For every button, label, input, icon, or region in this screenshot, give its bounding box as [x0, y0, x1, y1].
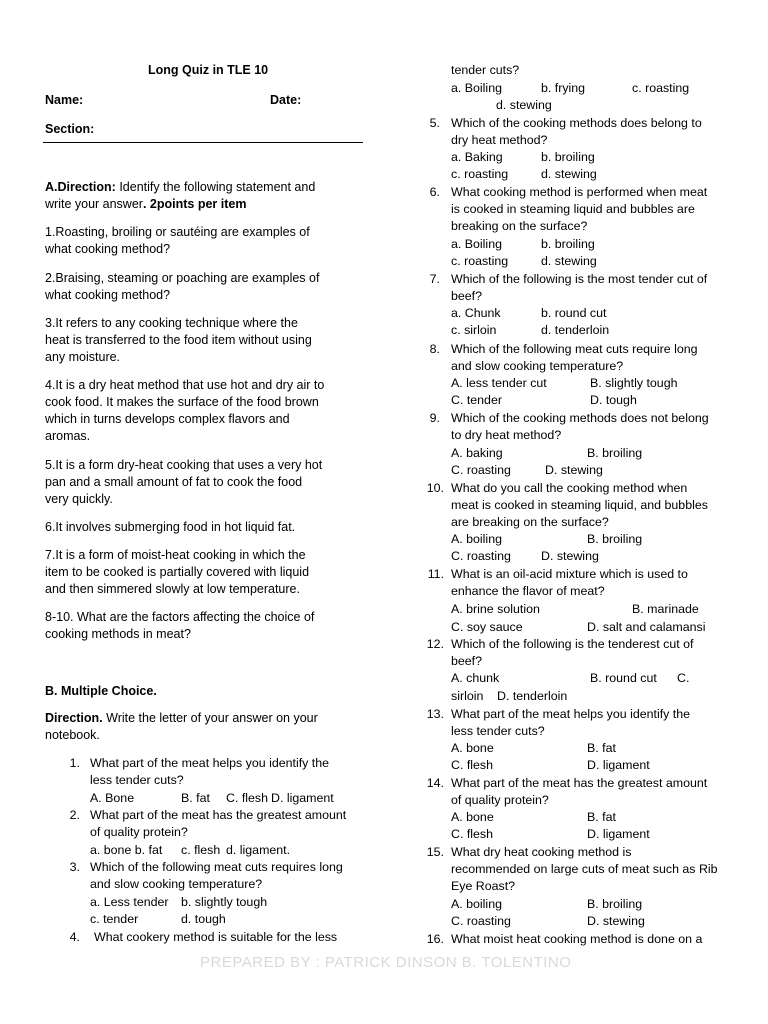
part-a-item-8-line: cooking methods in meat?	[45, 627, 191, 641]
choice: B. broiling	[587, 532, 643, 546]
part-b-direction-line-2: notebook.	[45, 728, 100, 742]
choice: D. tough	[590, 393, 637, 407]
choice: A. baking	[451, 446, 503, 460]
part-a-item-1-line: 1.Roasting, broiling or sautéing are examples of	[45, 225, 310, 239]
choice: A. bone	[451, 741, 494, 755]
part-a-item-5-line: pan and a small amount of fat to cook the food	[45, 475, 303, 489]
choice: A. chunk	[451, 671, 500, 685]
choice: C. roasting	[451, 549, 511, 563]
question-line: meat is cooked in steaming liquid, and bubbles	[451, 498, 708, 512]
question-line: What is an oil-acid mixture which is used to	[451, 567, 688, 581]
date-label: Date:	[270, 93, 302, 107]
question-line: Which of the following is the most tender cut of	[451, 272, 708, 286]
question-number: 6.	[429, 185, 440, 199]
question-line: dry heat method?	[451, 133, 548, 147]
choice: c. tender	[90, 912, 139, 926]
choice: C.	[677, 671, 690, 685]
footer-credit: PREPARED BY : PATRICK DINSON B. TOLENTINO	[200, 954, 572, 971]
question-line: beef?	[451, 289, 483, 303]
part-a-item-5-line: 5.It is a form dry-heat cooking that uses a very hot	[45, 458, 323, 472]
choice: c. roasting	[632, 81, 690, 95]
choice: b. broiling	[541, 237, 595, 251]
question-number: 12.	[426, 637, 444, 651]
question-line: Which of the following is the tenderest cut of	[451, 637, 694, 651]
question-line: What moist heat cooking method is done on a	[451, 932, 703, 946]
choice: D. tenderloin	[497, 689, 568, 703]
choice: B. round cut	[590, 671, 657, 685]
choice: a. Baking	[451, 150, 503, 164]
part-a-item-7-line: 7.It is a form of moist-heat cooking in which the	[45, 548, 306, 562]
question-number: 3.	[69, 860, 80, 874]
choice: c. roasting	[451, 167, 509, 181]
question-line: What do you call the cooking method when	[451, 481, 688, 495]
question-line: breaking on the surface?	[451, 219, 588, 233]
choice: b. round cut	[541, 306, 607, 320]
question-line: What part of the meat helps you identify the	[451, 707, 690, 721]
header-divider	[43, 142, 363, 143]
choice: C. roasting	[451, 463, 511, 477]
choice: c. roasting	[451, 254, 509, 268]
question-line: enhance the flavor of meat?	[451, 584, 605, 598]
question-number: 8.	[429, 342, 440, 356]
part-b-direction-line-1: Direction. Write the letter of your answer on your	[45, 711, 318, 725]
question-number: 2.	[69, 808, 80, 822]
question-line: less tender cuts?	[90, 773, 184, 787]
question-line: less tender cuts?	[451, 724, 545, 738]
question-line: Which of the following meat cuts requires long	[90, 860, 343, 874]
choice: B. fat	[587, 741, 616, 755]
choice: B. broiling	[587, 446, 643, 460]
choice: D. stewing	[541, 549, 599, 563]
question-number: 16.	[426, 932, 444, 946]
part-a-item-7-line: and then simmered slowly at low temperature.	[45, 582, 300, 596]
choice: d. tough	[181, 912, 226, 926]
choice: D. ligament	[587, 827, 650, 841]
question-line: What cooking method is performed when meat	[451, 185, 708, 199]
question-line: is cooked in steaming liquid and bubbles are	[451, 202, 695, 216]
choice: a. Boiling	[451, 81, 502, 95]
part-a-direction-line-2: write your answer. 2points per item	[45, 197, 247, 211]
question-line: Which of the cooking methods does belong to	[451, 116, 702, 130]
question-line: What part of the meat has the greatest amount	[90, 808, 347, 822]
choice: A. boiling	[451, 897, 502, 911]
part-a-item-5-line: very quickly.	[45, 492, 113, 506]
choice: B. fat	[181, 791, 210, 805]
choice: C. soy sauce	[451, 620, 523, 634]
choice: C. flesh	[451, 827, 494, 841]
part-a-item-8-line: 8-10. What are the factors affecting the choice of	[45, 610, 315, 624]
part-a-item-2-line: 2.Braising, steaming or poaching are examples of	[45, 271, 320, 285]
question-line: What dry heat cooking method is	[451, 845, 632, 859]
choice: d. stewing	[541, 254, 597, 268]
choice: C. flesh	[451, 758, 494, 772]
question-number: 5.	[429, 116, 440, 130]
choice: D. stewing	[545, 463, 603, 477]
choice: D. ligament	[587, 758, 650, 772]
part-a-item-4-line: which in turns develops complex flavors and	[45, 412, 290, 426]
choice: A. boiling	[451, 532, 502, 546]
question-line: of quality protein?	[90, 825, 188, 839]
question-line: are breaking on the surface?	[451, 515, 609, 529]
choice: a. Chunk	[451, 306, 501, 320]
choice: a. Boiling	[451, 237, 502, 251]
choice: b. slightly tough	[181, 895, 268, 909]
choice: D. ligament	[271, 791, 334, 805]
choice: a. bone b. fat	[90, 843, 163, 857]
question-line: and slow cooking temperature?	[451, 359, 624, 373]
question-number: 10.	[426, 481, 444, 495]
question-line: What part of the meat has the greatest amount	[451, 776, 708, 790]
question-number: 9.	[429, 411, 440, 425]
choice: d. stewing	[496, 98, 552, 112]
part-a-item-6-line: 6.It involves submerging food in hot liquid fat.	[45, 520, 296, 534]
choice: C. tender	[451, 393, 502, 407]
part-a-item-4-line: cook food. It makes the surface of the food brown	[45, 395, 319, 409]
choice: d. tenderloin	[541, 323, 610, 337]
section-label: Section:	[45, 122, 95, 136]
question-line: recommended on large cuts of meat such as Rib	[451, 862, 718, 876]
question-line: Which of the cooking methods does not belong	[451, 411, 709, 425]
choice: a. Less tender	[90, 895, 169, 909]
question-line: What part of the meat helps you identify the	[90, 756, 329, 770]
choice: A. Bone	[90, 791, 135, 805]
part-a-item-4-line: aromas.	[45, 429, 91, 443]
part-b-heading: B. Multiple Choice.	[45, 684, 157, 698]
question-number: 4.	[69, 930, 80, 944]
question-number: 7.	[429, 272, 440, 286]
part-a-item-3-line: any moisture.	[45, 350, 121, 364]
choice: A. bone	[451, 810, 494, 824]
question-line: Which of the following meat cuts require long	[451, 342, 698, 356]
question-line: to dry heat method?	[451, 428, 562, 442]
choice: D. stewing	[587, 914, 645, 928]
page-title: Long Quiz in TLE 10	[148, 63, 269, 77]
choice: A. brine solution	[451, 602, 540, 616]
choice: B. marinade	[632, 602, 699, 616]
part-a-direction-label: A.Direction:	[45, 180, 116, 194]
question-number: 13.	[426, 707, 444, 721]
part-b-direction-label: Direction.	[45, 711, 103, 725]
choice: b. frying	[541, 81, 586, 95]
choice: B. broiling	[587, 897, 643, 911]
choice: d. ligament.	[226, 843, 291, 857]
part-a-item-4-line: 4.It is a dry heat method that use hot and dry air to	[45, 378, 325, 392]
question-line: What cookery method is suitable for the less	[94, 930, 338, 944]
part-a-item-2-line: what cooking method?	[45, 288, 171, 302]
choice: B. slightly tough	[590, 376, 678, 390]
choice: B. fat	[587, 810, 616, 824]
part-a-item-7-line: item to be cooked is partially covered with liquid	[45, 565, 310, 579]
part-a-item-3-line: heat is transferred to the food item without using	[45, 333, 312, 347]
question-number: 11.	[427, 567, 444, 581]
question-line: and slow cooking temperature?	[90, 877, 263, 891]
question-number: 14.	[426, 776, 444, 790]
choice: sirloin	[451, 689, 484, 703]
part-a-direction-line-1: A.Direction: Identify the following statement and	[45, 180, 316, 194]
question-line: tender cuts?	[451, 63, 520, 77]
choice: c. sirloin	[451, 323, 497, 337]
part-a-item-3-line: 3.It refers to any cooking technique where the	[45, 316, 298, 330]
part-a-item-1-line: what cooking method?	[45, 242, 171, 256]
question-line: of quality protein?	[451, 793, 549, 807]
name-label: Name:	[45, 93, 84, 107]
choice: C. roasting	[451, 914, 511, 928]
question-line: beef?	[451, 654, 483, 668]
choice: C. flesh	[226, 791, 269, 805]
question-line: Eye Roast?	[451, 879, 516, 893]
question-number: 1.	[69, 756, 80, 770]
choice: A. less tender cut	[451, 376, 547, 390]
choice: D. salt and calamansi	[587, 620, 706, 634]
choice: b. broiling	[541, 150, 595, 164]
question-number: 15.	[426, 845, 444, 859]
choice: d. stewing	[541, 167, 597, 181]
choice: c. flesh	[181, 843, 221, 857]
